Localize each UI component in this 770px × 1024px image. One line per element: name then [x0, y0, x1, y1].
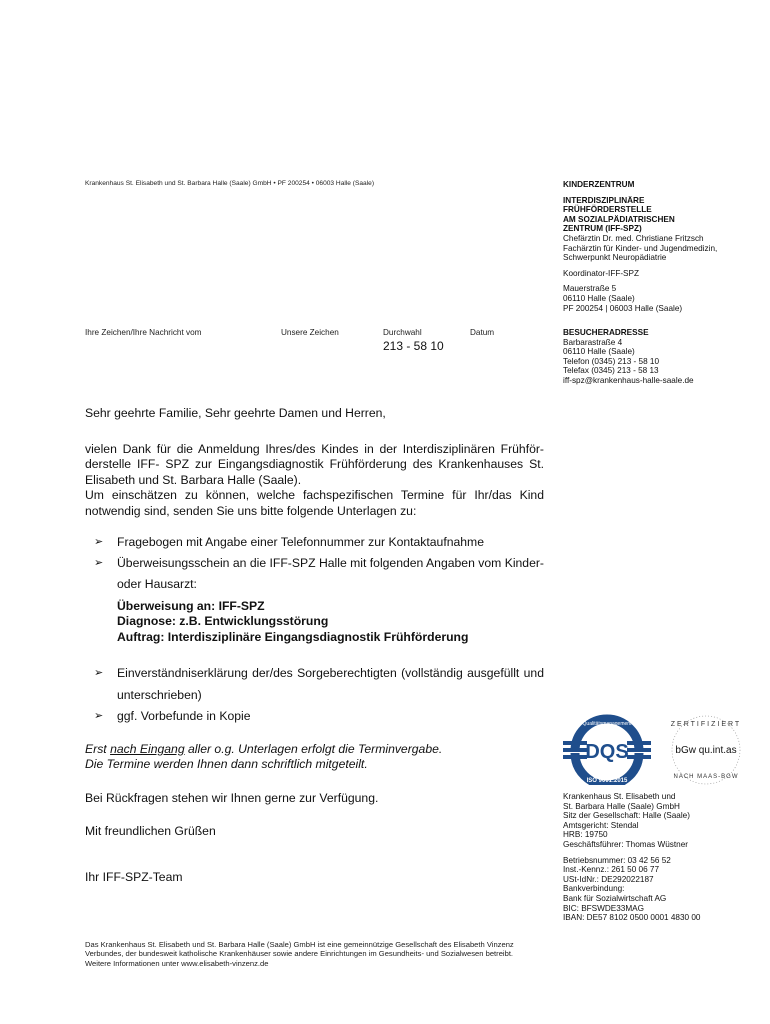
- visitor-address: [563, 328, 763, 386]
- company-line: Amtsgericht: Stendal: [563, 820, 639, 830]
- dept-line: FRÜHFÖRDERSTELLE: [563, 205, 652, 215]
- list-item-text: Fragebogen mit Angabe einer Telefonnummer zur Kontaktaufnahme: [117, 534, 484, 549]
- company-line: St. Barbara Halle (Saale) GmbH: [563, 801, 680, 811]
- letter-body: [85, 406, 544, 886]
- sender-line: Krankenhaus St. Elisabeth und St. Barbara Halle (Saale) GmbH • PF 200254 • 06003 Halle (Saale): [85, 180, 375, 187]
- closing-line: Mit freundlichen Grüßen: [85, 823, 216, 838]
- arrow-bullet-icon: ➢: [94, 535, 104, 548]
- visitor-line: 06110 Halle (Saale): [563, 347, 635, 357]
- head-line: Schwerpunkt Neuropädiatrie: [563, 253, 667, 263]
- arrow-bullet-icon: ➢: [94, 556, 104, 569]
- dqs-certificate-logo: [563, 713, 651, 785]
- bank-line: Inst.-Kennz.: 261 50 06 77: [563, 865, 660, 875]
- address-line: PF 200254 | 06003 Halle (Saale): [563, 303, 683, 313]
- company-line: Geschäftsführer: Thomas Wüstner: [563, 839, 688, 849]
- visitor-title: BESUCHERADRESSE: [563, 328, 649, 337]
- visitor-line: Telefon (0345) 213 - 58 10: [563, 356, 660, 366]
- direct-dial-value: 213 - 58 10: [383, 339, 444, 353]
- bank-line: Bankverbindung:: [563, 884, 625, 894]
- request-paragraph: Um einschätzen zu können, welche fachspezifischen Termine für Ihr/das Kind notwendig sind, senden Sie uns bitte folgende Unterlagen zu:: [85, 488, 544, 518]
- referral-line: Auftrag: Interdisziplinäre Eingangsdiagnostik Frühförderung: [117, 629, 469, 644]
- zert-bottom: NACH MAAS-BGW: [673, 774, 739, 780]
- address-line: 06110 Halle (Saale): [563, 293, 635, 303]
- bank-line: IBAN: DE57 8102 0500 0001 4830 00: [563, 913, 701, 923]
- dqs-letters: DQS: [585, 741, 629, 763]
- note-line-1: [85, 742, 544, 758]
- email-link[interactable]: iff-spz@krankenhaus-halle-saale.de: [563, 375, 694, 385]
- company-line: HRB: 19750: [563, 830, 608, 840]
- zert-brand: bGw qu.int.as: [675, 745, 737, 756]
- your-ref-label: Ihre Zeichen/Ihre Nachricht vom: [85, 328, 202, 337]
- list-item-text: Einverständniserklärung der/des Sorgeberechtigten (vollständig ausgefüllt und unterschrieben): [117, 666, 544, 702]
- bgw-certificate-logo: [666, 712, 746, 788]
- dept-line: INTERDISZIPLINÄRE: [563, 195, 645, 205]
- company-line: Krankenhaus St. Elisabeth und: [563, 792, 676, 801]
- list-item-text: Überweisungsschein an die IFF-SPZ Halle mit folgenden Angaben vom Kinder- oder Hausarzt:: [117, 555, 544, 591]
- bank-line: Betriebsnummer: 03 42 56 52: [563, 855, 671, 865]
- dqs-ring-top: Qualitätsmanagement: [582, 721, 632, 727]
- list-item: [85, 532, 544, 553]
- note-rest: aller o.g. Unterlagen erfolgt die Terminvergabe.: [184, 741, 443, 756]
- list-item: [85, 553, 544, 595]
- referral-line: Diagnose: z.B. Entwicklungsstörung: [117, 614, 329, 629]
- list-item: [85, 663, 544, 706]
- company-info: [563, 792, 763, 923]
- head-line: Chefärztin Dr. med. Christiane Fritzsch: [563, 233, 704, 243]
- dqs-ring-bottom: ISO 9001:2015: [586, 778, 628, 784]
- bank-line: USt-IdNr.: DE292022187: [563, 874, 654, 884]
- dept-line: AM SOZIALPÄDIATRISCHEN: [563, 214, 675, 224]
- intro-paragraph: vielen Dank für die Anmeldung Ihres/des Kindes in der Interdisziplinären Frühför-derstelle IFF- SPZ zur Eingangsdiagnostik Frühförderung des Krankenhauses St. Elisabeth und St. Barbara Halle (Saale).: [85, 441, 544, 487]
- company-line: Sitz der Gesellschaft: Halle (Saale): [563, 811, 690, 821]
- arrow-bullet-icon: ➢: [94, 710, 104, 723]
- visitor-line: Telefax (0345) 213 - 58 13: [563, 366, 659, 376]
- note-prefix: Erst: [85, 741, 111, 756]
- coordinator: Koordinator-IFF-SPZ: [563, 268, 639, 278]
- salutation: Sehr geehrte Familie, Sehr geehrte Damen und Herren,: [85, 406, 386, 420]
- bank-line: Bank für Sozialwirtschaft AG: [563, 893, 667, 903]
- signature-line: Ihr IFF-SPZ-Team: [85, 870, 183, 885]
- bank-line: BIC: BFSWDE33MAG: [563, 903, 644, 913]
- arrow-bullet-icon: ➢: [94, 667, 104, 680]
- footer-text: Das Krankenhaus St. Elisabeth und St. Barbara Halle (Saale) GmbH ist eine gemeinnützige Gesellschaft des Elisabeth Vinzenz Verbundes, der bundesweit katholische Krankenhäuser sowie andere Einrichtungen im Gesundheits- und Sozialwesen betreibt. Weitere Informationen unter www.elisabeth-vinzenz.de: [85, 940, 514, 968]
- direct-dial-label: Durchwahl: [383, 328, 422, 337]
- dept-line: ZENTRUM (IFF-SPZ): [563, 224, 642, 234]
- list-item-text: ggf. Vorbefunde in Kopie: [117, 709, 251, 724]
- list-item: [85, 706, 544, 728]
- visitor-line: Barbarastraße 4: [563, 337, 623, 347]
- questions-line: Bei Rückfragen stehen wir Ihnen gerne zur Verfügung.: [85, 791, 379, 806]
- note-line-2: Die Termine werden Ihnen dann schriftlich mitgeteilt.: [85, 757, 368, 772]
- referral-line: Überweisung an: IFF-SPZ: [117, 598, 265, 613]
- sidebar: [563, 180, 763, 313]
- address-line: Mauerstraße 5: [563, 284, 617, 294]
- our-ref-label: Unsere Zeichen: [281, 328, 339, 337]
- org-name: KINDERZENTRUM: [563, 180, 635, 189]
- zert-top: ZERTIFIZIERT: [670, 721, 742, 728]
- head-line: Fachärztin für Kinder- und Jugendmedizin,: [563, 243, 718, 253]
- note-underlined: nach Eingang: [110, 741, 185, 756]
- date-label: Datum: [470, 328, 495, 337]
